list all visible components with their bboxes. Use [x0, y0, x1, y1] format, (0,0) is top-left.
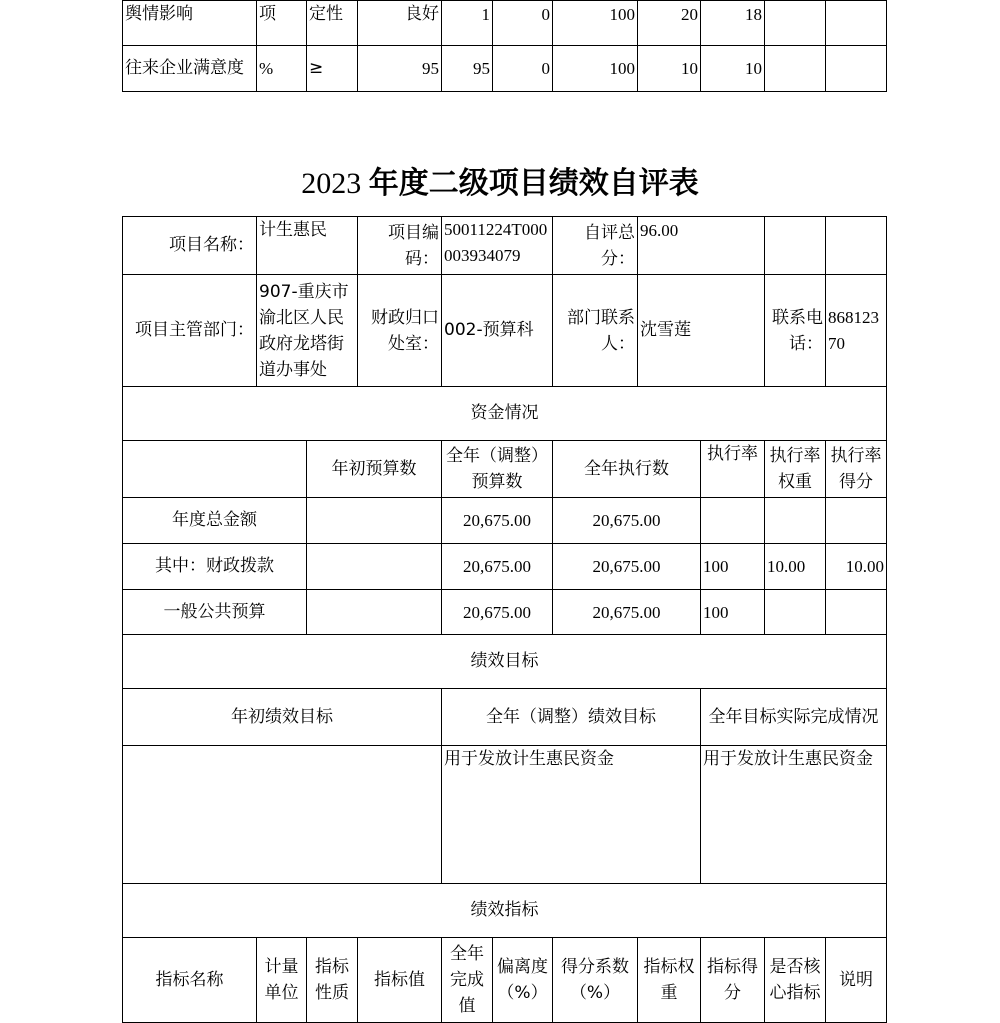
goals-actual-value: 用于发放计生惠民资金: [701, 746, 887, 884]
indicator-nature: ≥: [307, 46, 358, 92]
ind-header-name: 指标名称: [123, 938, 257, 1023]
funds-header-adjusted: 全年（调整）预算数: [442, 441, 553, 498]
funds-header-initial: 年初预算数: [307, 441, 442, 498]
goals-header-adjusted: 全年（调整）绩效目标: [442, 689, 701, 746]
phone-value: 86812370: [826, 275, 887, 387]
ind-header-weight: 指标权重: [638, 938, 701, 1023]
self-score-label: 自评总分：: [553, 217, 638, 275]
self-score-value: 96.00: [638, 217, 765, 275]
goals-header-initial: 年初绩效目标: [123, 689, 442, 746]
indicator-actual: 95: [442, 46, 493, 92]
indicator-target: 95: [358, 46, 442, 92]
ind-header-note: 说明: [826, 938, 887, 1023]
dept-label: 项目主管部门：: [123, 275, 257, 387]
funds-row-weight: [765, 590, 826, 635]
ind-header-deviation: 偏离度（%）: [493, 938, 553, 1023]
ind-header-score: 指标得分: [701, 938, 765, 1023]
indicator-target: 良好: [358, 1, 442, 46]
project-info-row: [123, 217, 887, 275]
funds-row-adjusted: 20,675.00: [442, 544, 553, 590]
indicator-coef: 100: [553, 46, 638, 92]
indicator-deviation: 0: [493, 46, 553, 92]
indicator-deviation: 0: [493, 1, 553, 46]
title-text: 年度二级项目绩效自评表: [368, 167, 699, 200]
contact-value: 沈雪莲: [638, 275, 765, 387]
funds-header-executed: 全年执行数: [553, 441, 701, 498]
funds-row: [123, 590, 887, 635]
funds-row-executed: 20,675.00: [553, 544, 701, 590]
ind-header-core: 是否核心指标: [765, 938, 826, 1023]
funds-row-initial: [307, 498, 442, 544]
ind-header-unit: 计量单位: [257, 938, 307, 1023]
project-code-label: 项目编码：: [358, 217, 442, 275]
funds-row-score: 10.00: [826, 544, 887, 590]
funds-row-rate: 100: [701, 544, 765, 590]
project-name-value: 计生惠民: [257, 217, 358, 275]
indicator-core: [765, 1, 826, 46]
funds-row-executed: 20,675.00: [553, 590, 701, 635]
funds-header-row: [123, 441, 887, 498]
goals-adjusted-value: 用于发放计生惠民资金: [442, 746, 701, 884]
funds-row-score: [826, 590, 887, 635]
indicator-nature: 定性: [307, 1, 358, 46]
funds-row-initial: [307, 590, 442, 635]
funds-row: [123, 544, 887, 590]
project-name-label: 项目名称：: [123, 217, 257, 275]
goals-section-title: 绩效目标: [123, 635, 887, 689]
indicator-note: [826, 46, 887, 92]
funds-row-initial: [307, 544, 442, 590]
indicators-header-row: [123, 938, 887, 1023]
finance-office-value: 002-预算科: [442, 275, 553, 387]
funds-row-label: 年度总金额: [123, 498, 307, 544]
funds-row-score: [826, 498, 887, 544]
finance-office-label: 财政归口处室：: [358, 275, 442, 387]
funds-row-rate: 100: [701, 590, 765, 635]
indicator-core: [765, 46, 826, 92]
table-row: [123, 1, 887, 46]
title-year: 2023: [301, 167, 362, 200]
indicator-actual: 1: [442, 1, 493, 46]
indicator-unit: 项: [257, 1, 307, 46]
table-row: [123, 46, 887, 92]
funds-row-label: 其中：财政拨款: [123, 544, 307, 590]
funds-row-adjusted: 20,675.00: [442, 498, 553, 544]
contact-label: 部门联系人：: [553, 275, 638, 387]
project-info-row: [123, 275, 887, 387]
funds-row-executed: 20,675.00: [553, 498, 701, 544]
funds-row-weight: 10.00: [765, 544, 826, 590]
indicator-note: [826, 1, 887, 46]
phone-label: 联系电话：: [765, 275, 826, 387]
funds-row-label: 一般公共预算: [123, 590, 307, 635]
indicator-weight: 20: [638, 1, 701, 46]
indicators-section-title: 绩效指标: [123, 884, 887, 938]
indicator-score: 18: [701, 1, 765, 46]
goals-header-actual: 全年目标实际完成情况: [701, 689, 887, 746]
ind-header-nature: 指标性质: [307, 938, 358, 1023]
dept-value: 907-重庆市渝北区人民政府龙塔街道办事处: [257, 275, 358, 387]
goals-header-row: [123, 689, 887, 746]
section-row: [123, 635, 887, 689]
project-code-value: 50011224T000003934079: [442, 217, 553, 275]
ind-header-coef: 得分系数（%）: [553, 938, 638, 1023]
funds-section-title: 资金情况: [123, 387, 887, 441]
goals-content-row: [123, 746, 887, 884]
goals-initial-value: [123, 746, 442, 884]
ind-header-target: 指标值: [358, 938, 442, 1023]
funds-header-blank: [123, 441, 307, 498]
indicator-coef: 100: [553, 1, 638, 46]
funds-row-rate: [701, 498, 765, 544]
page-title: [0, 158, 1000, 202]
indicator-weight: 10: [638, 46, 701, 92]
evaluation-table: [122, 216, 887, 1023]
funds-row-adjusted: 20,675.00: [442, 590, 553, 635]
section-row: [123, 884, 887, 938]
indicator-name: 往来企业满意度: [123, 46, 257, 92]
funds-header-rate-weight: 执行率权重: [765, 441, 826, 498]
funds-header-rate: 执行率: [701, 441, 765, 498]
indicator-name: 舆情影响: [123, 1, 257, 46]
indicator-continuation-table: [122, 0, 887, 92]
funds-row-weight: [765, 498, 826, 544]
ind-header-actual: 全年完成值: [442, 938, 493, 1023]
section-row: [123, 387, 887, 441]
funds-row: [123, 498, 887, 544]
indicator-unit: %: [257, 46, 307, 92]
indicator-score: 10: [701, 46, 765, 92]
funds-header-rate-score: 执行率得分: [826, 441, 887, 498]
